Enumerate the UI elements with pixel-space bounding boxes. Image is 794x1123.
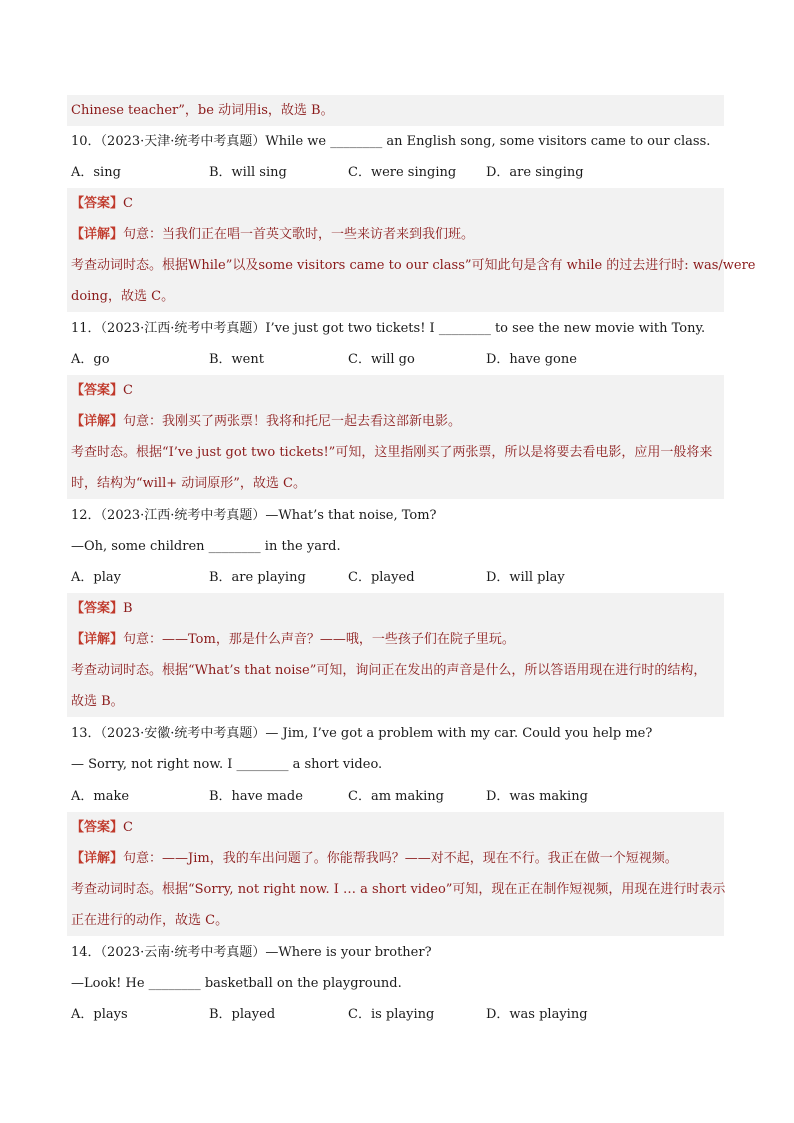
explanation-line: 考查时态。根据“I’ve just got two tickets!”可知，这里指刚买了两张票，所以是将要去看电影，应用一般将来 [71,445,713,460]
detail-text: 句意：我刚买了两张票！我将和托尼一起去看这部新电影。 [123,414,462,429]
answer-line [71,812,133,843]
answer-value: B [123,601,133,616]
explanation-line: 时，结构为“will+ 动词原形”，故选 C。 [71,476,306,491]
option-a: A．go [71,352,110,367]
detail-text: 句意：当我们正在唱一首英文歌时，一些来访者来到我们班。 [123,227,475,242]
question-stem: 12．（2023·江西·统考中考真题）—What’s that noise, Tom? [71,508,437,523]
question-stem-line-2: —Look! He ________ basketball on the playground. [71,976,402,991]
answer-value: C [123,820,133,835]
option-d: D．was making [486,789,588,804]
option-b: B．will sing [209,165,287,180]
answer-value: C [123,383,133,398]
option-d: D．was playing [486,1007,588,1022]
option-c: C．am making [348,789,444,804]
answer-line [71,188,133,219]
option-d: D．are singing [486,165,584,180]
option-d: D．will play [486,570,565,585]
option-a: A．play [71,570,121,585]
option-d: D．have gone [486,352,577,367]
question-stem-line-2: — Sorry, not right now. I ________ a short video. [71,757,383,772]
option-c: C．were singing [348,165,457,180]
question-stem: 10．（2023·天津·统考中考真题）While we ________ an English song, some visitors came to our class. [71,134,711,149]
detail-label: 【详解】 [71,851,124,866]
answer-label: 【答案】 [71,820,124,835]
question-stem: 14．（2023·云南·统考中考真题）—Where is your brother? [71,945,432,960]
question-stem: 13．（2023·安徽·统考中考真题）— Jim, I’ve got a problem with my car. Could you help me? [71,726,653,741]
explanation-line: 正在进行的动作，故选 C。 [71,913,229,928]
option-b: B．played [209,1007,276,1022]
option-b: B．are playing [209,570,306,585]
option-c: C．played [348,570,415,585]
detail-line [71,624,515,655]
answer-block-prev [67,95,724,126]
explanation-line: 考查动词时态。根据While”以及some visitors came to our class”可知此句是含有 while 的过去进行时: was/were [71,258,756,273]
answer-label: 【答案】 [71,601,124,616]
option-b: B．went [209,352,264,367]
detail-label: 【详解】 [71,227,124,242]
answer-block [67,593,724,717]
detail-line [71,219,474,250]
detail-text: 句意：——Tom，那是什么声音？——哦，一些孩子们在院子里玩。 [123,632,515,647]
option-a: A．plays [71,1007,128,1022]
question-stem: 11．（2023·江西·统考中考真题）I’ve just got two tickets! I ________ to see the new movie with Tony. [71,321,706,336]
answer-block [67,188,756,312]
option-a: A．make [71,789,130,804]
detail-line [71,406,461,437]
explanation-line: 故选 B。 [71,694,124,709]
explanation-line: 考查动词时态。根据“Sorry, not right now. I … a short video”可知，现在正在制作短视频，用现在进行时表示 [71,882,726,897]
explanation-line: 考查动词时态。根据“What’s that noise”可知，询问正在发出的声音是什么，所以答语用现在进行时的结构， [71,663,707,678]
explanation-line: Chinese teacher”，be 动词用is，故选 B。 [71,103,334,118]
answer-value: C [123,196,133,211]
detail-line [71,843,678,874]
answer-line [71,375,133,406]
question-stem-line-2: —Oh, some children ________ in the yard. [71,539,341,554]
answer-line [71,593,133,624]
option-b: B．have made [209,789,303,804]
option-c: C．will go [348,352,415,367]
explanation-line: doing，故选 C。 [71,289,175,304]
option-c: C．is playing [348,1007,435,1022]
answer-label: 【答案】 [71,196,124,211]
option-a: A．sing [71,165,121,180]
answer-block [67,812,724,936]
detail-text: 句意：——Jim，我的车出问题了。你能帮我吗？——对不起，现在不行。我正在做一个短视频。 [123,851,678,866]
answer-block [67,375,724,499]
answer-label: 【答案】 [71,383,124,398]
detail-label: 【详解】 [71,414,124,429]
detail-label: 【详解】 [71,632,124,647]
